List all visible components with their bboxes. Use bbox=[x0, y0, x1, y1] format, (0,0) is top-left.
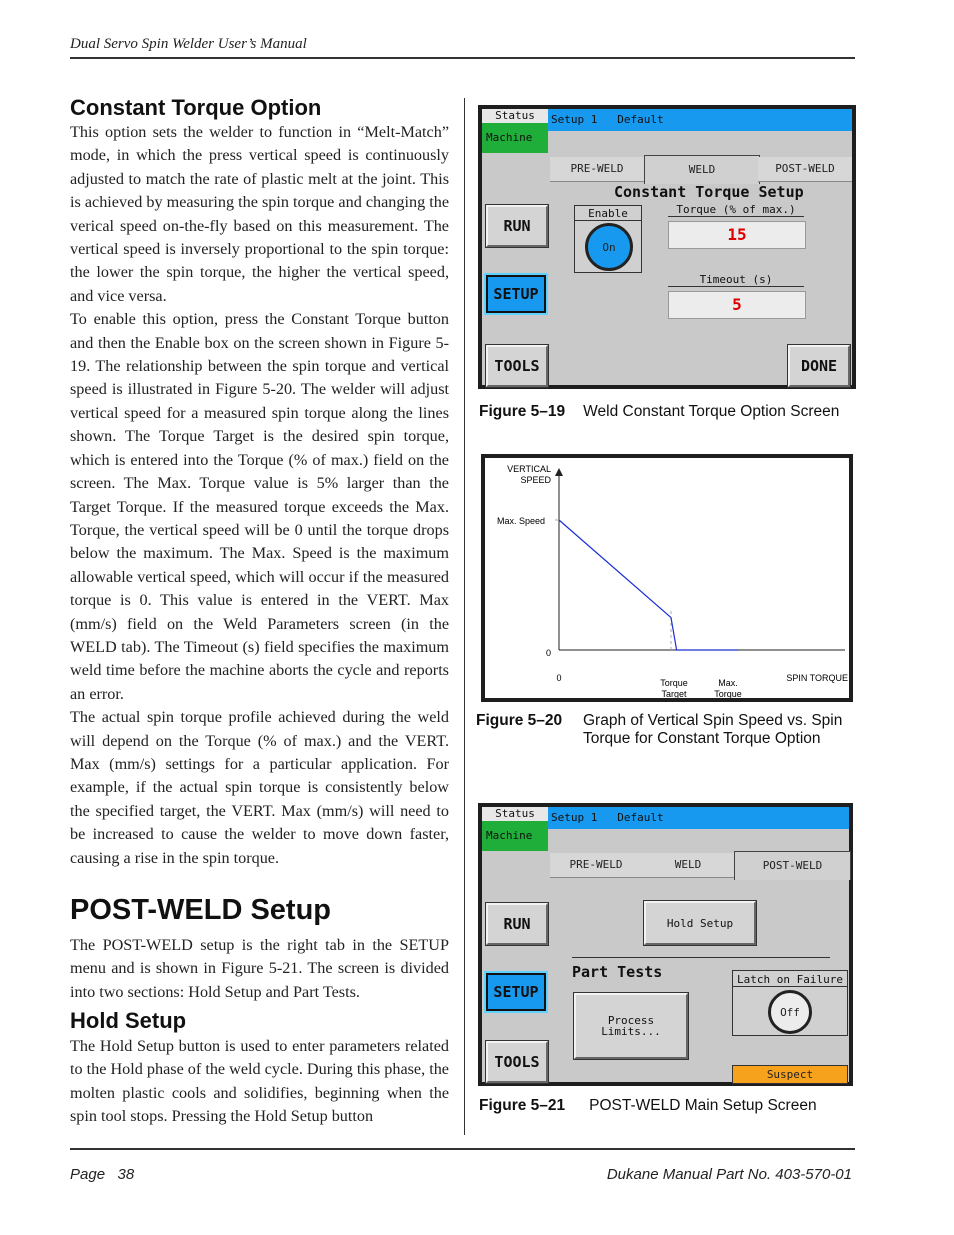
latch-on-failure-label: Latch on Failure bbox=[733, 973, 847, 987]
figure-5-21-screen bbox=[478, 803, 853, 1086]
post-weld-text bbox=[70, 934, 449, 1004]
suspect-indicator: Suspect bbox=[732, 1065, 848, 1084]
figure-label: Figure 5–20 bbox=[476, 712, 563, 729]
tab-weld[interactable]: WELD bbox=[642, 853, 734, 878]
y-axis-label: VERTICAL bbox=[507, 464, 551, 474]
tools-button[interactable]: TOOLS bbox=[486, 1041, 548, 1083]
status-label: Status bbox=[482, 109, 548, 123]
run-button[interactable]: RUN bbox=[486, 903, 548, 945]
x-tick-label: Torque bbox=[660, 678, 688, 688]
figure-label: Figure 5–21 bbox=[479, 1097, 566, 1114]
figure-5-20-caption-text bbox=[583, 712, 842, 748]
running-header: Dual Servo Spin Welder User’s Manual bbox=[70, 36, 307, 52]
caption-line: Torque for Constant Torque Option bbox=[583, 730, 821, 747]
tab-weld[interactable]: WELD bbox=[644, 155, 760, 184]
process-limits-button[interactable] bbox=[574, 993, 688, 1059]
hold-setup-button[interactable]: Hold Setup bbox=[644, 901, 756, 945]
paragraph: This option sets the welder to function in “Melt-Match” mode, in which the press vertical speed is continuously adjusted to match the rate of plastic melt at the joint. This is achieved by measuring the spin torque and changing the verical speed on-the-fly based on this measurement. The vertical speed is inversely proportional to the spin torque: the lower the spin torque, the higher the vertical speed, and vice versa. bbox=[70, 123, 449, 305]
figure-5-19-screen bbox=[478, 105, 856, 389]
x-tick-label: Max. bbox=[718, 678, 738, 688]
hold-setup-text bbox=[70, 1035, 449, 1129]
status-label: Status bbox=[482, 807, 548, 821]
figure-label: Figure 5–19 bbox=[479, 403, 566, 420]
constant-torque-setup-title: Constant Torque Setup bbox=[614, 183, 804, 201]
latch-toggle[interactable]: Off bbox=[768, 990, 812, 1034]
enable-box[interactable] bbox=[574, 205, 642, 273]
series-line bbox=[559, 520, 738, 650]
page-number: Page 38 bbox=[70, 1166, 135, 1183]
setup-button[interactable]: SETUP bbox=[488, 975, 544, 1009]
paragraph: The Hold Setup button is used to enter parameters related to the Hold phase of the weld cycle. During this phase, the molten plastic cools and solidifies, beginning when the spin tool stops. Pressing the Hold Setup button bbox=[70, 1037, 449, 1126]
paragraph: To enable this option, press the Constant Torque button and then the Enable box on the screen shown in Figure 5-19. The relationship between the spin torque and vertical speed is illustrated in Figure 5-20. The welder will adjust vertical speed for a measured spin torque along the lines shown. The Torque Target is the desired spin torque, which is entered into the Torque (% of max.) field on the screen. The Max. Torque value is 5% larger than the Target Torque. If the measured torque exceeds the Max. Torque, the vertical speed will be 0 until the torque drops below the maximum. The Max. Speed is the maximum allowable vertical speed, which will occur if the measured torque is 0. This value is entered in the VERT. Max (mm/s) field on the Weld Parameters screen (in the WELD tab). The Timeout (s) field specifies the maximum weld time before the machine aborts the cycle and reports an error. bbox=[70, 310, 449, 703]
paragraph: The POST-WELD setup is the right tab in the SETUP menu and is shown in Figure 5-21. The screen is divided into two sections: Hold Setup and Part Tests. bbox=[70, 936, 449, 1001]
tab-post-weld[interactable]: POST-WELD bbox=[734, 851, 851, 880]
timeout-field[interactable]: 5 bbox=[668, 291, 806, 319]
process-limits-label: Process bbox=[607, 1014, 655, 1027]
done-button[interactable]: DONE bbox=[788, 345, 850, 387]
constant-torque-text bbox=[70, 121, 449, 870]
footer-rule bbox=[70, 1148, 855, 1150]
heading-hold-setup: Hold Setup bbox=[70, 1008, 187, 1033]
speed-torque-chart bbox=[485, 458, 849, 698]
enable-label: Enable bbox=[575, 207, 641, 221]
x-axis-label: SPIN TORQUE bbox=[786, 673, 848, 683]
manual-part-number: Dukane Manual Part No. 403-570-01 bbox=[606, 1166, 852, 1183]
figure-caption-text: Weld Constant Torque Option Screen bbox=[583, 403, 840, 420]
column-divider bbox=[464, 98, 465, 1135]
x-tick-label: Torque bbox=[714, 689, 742, 698]
section-divider bbox=[572, 957, 830, 958]
setup-title-bar: Setup 1 Default bbox=[548, 109, 852, 131]
part-tests-heading: Part Tests bbox=[572, 963, 663, 981]
figure-5-21-caption bbox=[479, 1097, 817, 1115]
figure-5-19-caption bbox=[479, 403, 839, 421]
paragraph: The actual spin torque profile achieved during the weld will depend on the Torque (% of max.) and the VERT. Max (mm/s) settings for a particular application. For example, if the actual spin torque is consistently below the specified target, the VERT. Max (mm/s) will need to be increased to cause the welder to move down faster, causing a rise in the spin torque. bbox=[70, 708, 449, 867]
torque-field[interactable]: 15 bbox=[668, 221, 806, 249]
latch-on-failure-box[interactable] bbox=[732, 970, 848, 1036]
run-button[interactable]: RUN bbox=[486, 205, 548, 247]
machine-status-indicator: Machine bbox=[482, 821, 548, 851]
y-tick-label: Max. Speed bbox=[496, 516, 545, 526]
figure-5-20-caption bbox=[476, 712, 580, 730]
figure-caption-text: POST-WELD Main Setup Screen bbox=[589, 1097, 817, 1114]
heading-constant-torque: Constant Torque Option bbox=[70, 95, 322, 120]
heading-post-weld-setup: POST-WELD Setup bbox=[70, 894, 331, 926]
y-tick-label: 0 bbox=[545, 648, 551, 658]
timeout-label: Timeout (s) bbox=[668, 273, 804, 287]
y-axis-label: SPEED bbox=[520, 475, 551, 485]
header-rule bbox=[70, 57, 855, 59]
caption-line: Graph of Vertical Spin Speed vs. Spin bbox=[583, 712, 843, 729]
x-tick-label: Target bbox=[661, 689, 687, 698]
process-limits-label: Limits... bbox=[601, 1025, 661, 1038]
setup-button[interactable]: SETUP bbox=[488, 277, 544, 311]
enable-toggle[interactable]: On bbox=[585, 223, 633, 271]
setup-title-bar: Setup 1 Default bbox=[548, 807, 849, 829]
x-tick-label: 0 bbox=[556, 673, 562, 683]
machine-status-indicator: Machine bbox=[482, 123, 548, 153]
tab-pre-weld[interactable]: PRE-WELD bbox=[550, 853, 642, 878]
tab-post-weld[interactable]: POST-WELD bbox=[758, 157, 852, 182]
tools-button[interactable]: TOOLS bbox=[486, 345, 548, 387]
torque-label: Torque (% of max.) bbox=[668, 203, 804, 217]
figure-5-20-graph bbox=[481, 454, 853, 702]
tab-pre-weld[interactable]: PRE-WELD bbox=[550, 157, 644, 182]
